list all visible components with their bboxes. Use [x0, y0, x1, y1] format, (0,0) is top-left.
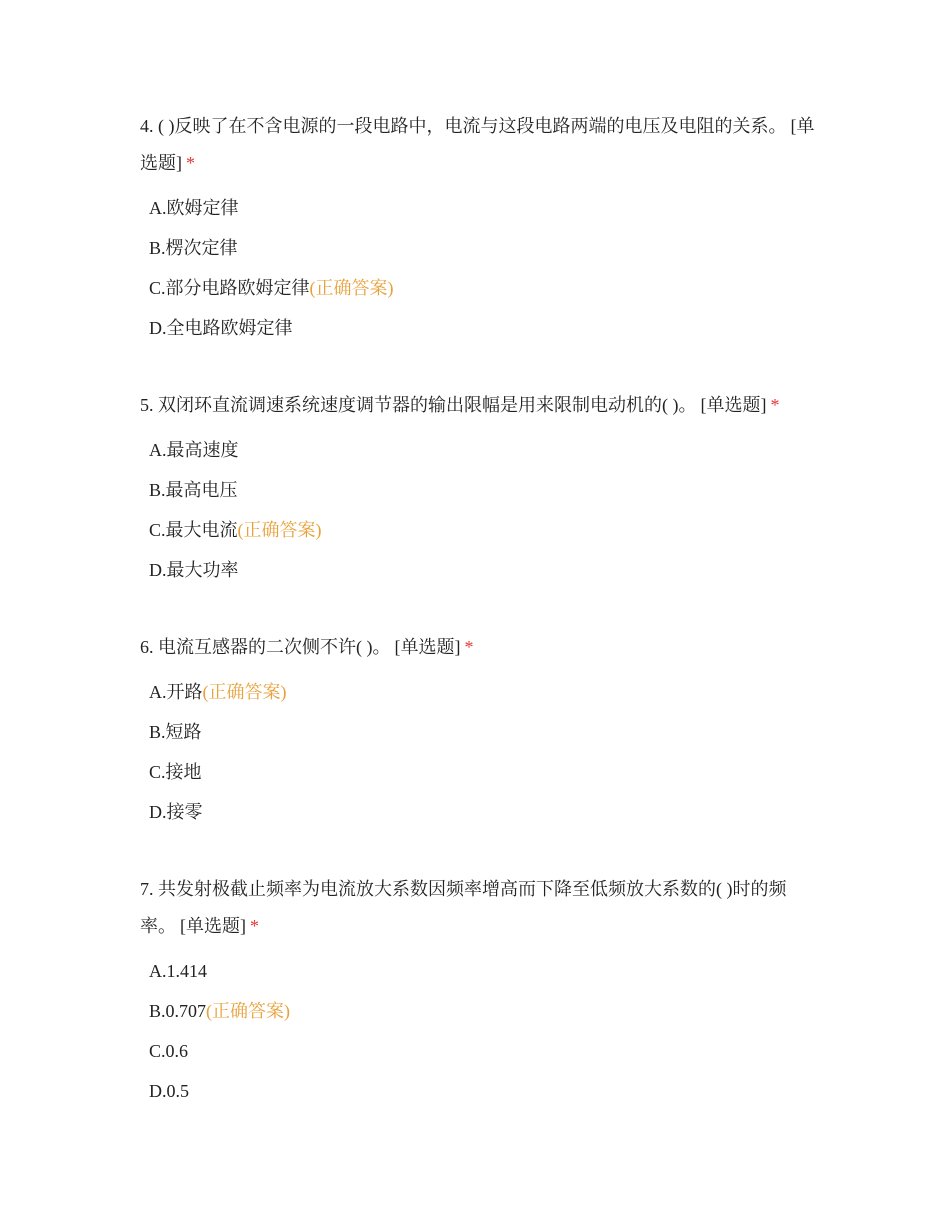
- question-type-label: [单选题]: [140, 116, 815, 173]
- question-type-label: [单选题]: [700, 395, 767, 415]
- option-text: D.0.5: [149, 1081, 189, 1101]
- option-text: D.全电路欧姆定律: [149, 318, 293, 338]
- option-text: A.欧姆定律: [149, 198, 239, 218]
- option-b[interactable]: [149, 991, 820, 1031]
- option-text: D.最大功率: [149, 560, 239, 580]
- option-c[interactable]: [149, 268, 820, 308]
- question-6: [140, 629, 820, 832]
- options-list: [140, 672, 820, 832]
- option-text: B.楞次定律: [149, 238, 238, 258]
- question-5: [140, 387, 820, 590]
- option-d[interactable]: [149, 792, 820, 832]
- option-a[interactable]: [149, 672, 820, 712]
- option-d[interactable]: [149, 550, 820, 590]
- option-b[interactable]: [149, 712, 820, 752]
- required-star: *: [770, 395, 780, 415]
- option-b[interactable]: [149, 228, 820, 268]
- required-star: *: [464, 637, 474, 657]
- option-text: A.开路: [149, 682, 203, 702]
- option-a[interactable]: [149, 430, 820, 470]
- option-text: C.部分电路欧姆定律: [149, 278, 310, 298]
- question-7: [140, 871, 820, 1111]
- option-a[interactable]: [149, 188, 820, 228]
- option-d[interactable]: [149, 1071, 820, 1111]
- option-b[interactable]: [149, 470, 820, 510]
- required-star: *: [186, 153, 195, 173]
- correct-answer-mark: (正确答案): [237, 520, 322, 540]
- option-text: A.1.414: [149, 961, 207, 981]
- option-a[interactable]: [149, 951, 820, 991]
- options-list: [140, 951, 820, 1111]
- option-c[interactable]: [149, 1031, 820, 1071]
- option-text: A.最高速度: [149, 440, 239, 460]
- question-text: 6. 电流互感器的二次侧不许( )。: [140, 637, 391, 657]
- option-text: B.短路: [149, 722, 202, 742]
- question-title: [140, 629, 820, 666]
- question-text: 4. ( )反映了在不含电源的一段电路中，电流与这段电路两端的电压及电阻的关系。: [140, 116, 787, 136]
- question-text: 5. 双闭环直流调速系统速度调节器的输出限幅是用来限制电动机的( )。: [140, 395, 697, 415]
- question-title: [140, 387, 820, 424]
- correct-answer-mark: (正确答案): [206, 1001, 291, 1021]
- question-type-label: [单选题]: [180, 916, 246, 936]
- question-4: [140, 108, 820, 348]
- required-star: *: [250, 916, 259, 936]
- options-list: [140, 188, 820, 348]
- question-title: [140, 871, 820, 945]
- option-text: C.最大电流: [149, 520, 238, 540]
- correct-answer-mark: (正确答案): [309, 278, 394, 298]
- options-list: [140, 430, 820, 590]
- option-d[interactable]: [149, 308, 820, 348]
- question-title: [140, 108, 820, 182]
- option-c[interactable]: [149, 752, 820, 792]
- correct-answer-mark: (正确答案): [202, 682, 287, 702]
- question-text: 7. 共发射极截止频率为电流放大系数因频率增高而下降至低频放大系数的( )时的频率。: [140, 879, 787, 936]
- option-text: D.接零: [149, 802, 203, 822]
- option-text: B.0.707: [149, 1001, 207, 1021]
- option-text: C.接地: [149, 762, 202, 782]
- option-text: C.0.6: [149, 1041, 189, 1061]
- option-text: B.最高电压: [149, 480, 238, 500]
- question-type-label: [单选题]: [394, 637, 461, 657]
- option-c[interactable]: [149, 510, 820, 550]
